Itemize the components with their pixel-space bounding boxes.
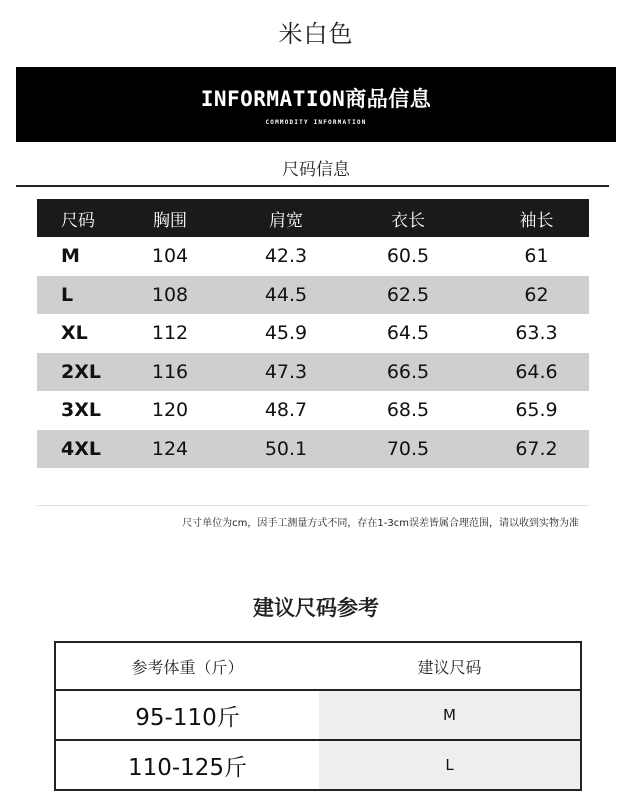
cell-sleeve: 67.2 [515,437,558,460]
note-divider [37,505,589,506]
table-row [37,391,589,430]
cell-chest: 108 [151,283,189,306]
cell-chest: 124 [151,437,189,460]
cell-chest: 116 [151,360,189,383]
cell-length: 62.5 [386,283,430,306]
cell-weight: 95-110斤 [56,691,319,739]
cell-sleeve: 64.6 [515,360,558,383]
cell-sleeve: 62 [524,283,549,306]
cell-size: 4XL [61,437,101,460]
header-length: 衣长 [391,210,425,231]
header-weight: 参考体重（斤） [56,643,319,689]
recommend-table-header [56,643,580,691]
header-suggested-size: 建议尺码 [319,643,580,689]
cell-shoulder: 45.9 [264,322,308,345]
table-row [37,314,589,353]
cell-sleeve: 61 [524,245,549,268]
header-sleeve: 袖长 [519,210,554,231]
cell-length: 66.5 [386,360,430,383]
cell-length: 70.5 [386,437,430,460]
cell-size: XL [61,322,88,345]
cell-sleeve: 65.9 [515,399,558,422]
cell-shoulder: 48.7 [264,399,308,422]
banner-subtitle: COMMODITY INFORMATION [265,119,367,126]
cell-length: 68.5 [386,399,430,422]
header-size: 尺码 [61,210,95,231]
cell-sleeve: 63.3 [515,322,558,345]
cell-shoulder: 47.3 [264,360,308,383]
section-divider [16,185,609,187]
cell-weight: 110-125斤 [56,741,319,789]
table-row [37,237,589,276]
cell-length: 64.5 [386,322,430,345]
header-shoulder: 肩宽 [269,210,303,231]
recommend-heading: 建议尺码参考 [253,596,379,620]
cell-chest: 120 [151,399,189,422]
cell-chest: 104 [151,245,189,268]
table-row [56,741,580,791]
measurement-note: 尺寸单位为cm，因手工测量方式不同，存在1-3cm误差皆属合理范围，请以收到实物为准 [182,518,579,529]
cell-size: 2XL [61,360,101,383]
cell-size: M [61,245,80,268]
color-title: 米白色 [278,20,354,48]
cell-suggested-size: L [319,741,580,789]
cell-suggested-size: M [319,691,580,739]
cell-size: 3XL [61,399,101,422]
recommend-table [54,641,582,791]
size-info-heading: 尺码信息 [282,160,350,180]
cell-shoulder: 42.3 [264,245,308,268]
header-chest: 胸围 [153,210,187,231]
cell-chest: 112 [151,322,189,345]
table-row [37,430,589,469]
table-row [37,353,589,392]
size-table [37,199,589,468]
table-row [56,691,580,741]
table-row [37,276,589,315]
cell-shoulder: 44.5 [264,283,308,306]
cell-size: L [61,283,74,306]
cell-length: 60.5 [386,245,430,268]
info-banner [16,67,616,142]
banner-title: INFORMATION商品信息 [200,87,432,111]
size-table-header [37,199,589,237]
cell-shoulder: 50.1 [264,437,308,460]
